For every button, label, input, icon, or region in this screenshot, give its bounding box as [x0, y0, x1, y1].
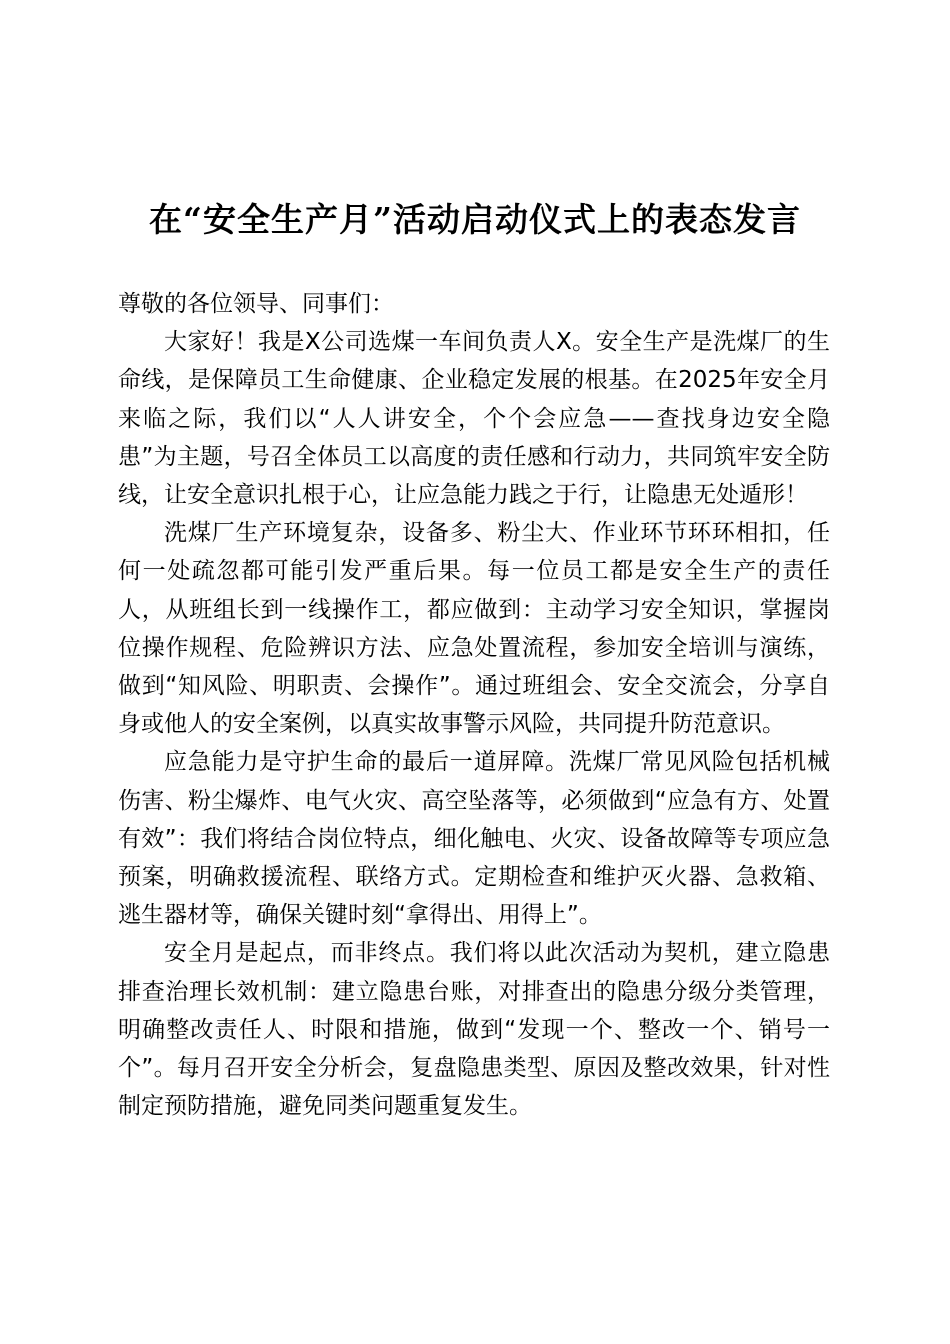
document-title: 在“安全生产月”活动启动仪式上的表态发言 — [149, 200, 801, 239]
paragraph-emergency: 应急能力是守护生命的最后一道屏障。洗煤厂常见风险包括机械伤害、粉尘爆炸、电气火灾、高空坠落等，必须做到“应急有方、处置有效”：我们将结合岗位特点，细化触电、火灾、设备故障等专项应急预案，明确救援流程、联络方式。定期检查和维护灭火器、急救箱、逃生器材等，确保关键时刻“拿得出、用得上”。 — [118, 749, 830, 929]
salutation: 尊敬的各位领导、同事们： — [118, 291, 394, 317]
paragraph-greeting: 大家好！我是X公司选煤一车间负责人X。安全生产是洗煤厂的生命线，是保障员工生命健康、企业稳定发展的根基。在2025年安全月来临之际，我们以“人人讲安全，个个会应急——查找身边安全隐患”为主题，号召全体员工以高度的责任感和行动力，共同筑牢安全防线，让安全意识扎根于心，让应急能力践之于行，让隐患无处遁形！ — [118, 329, 830, 509]
paragraph-mechanism: 安全月是起点，而非终点。我们将以此次活动为契机，建立隐患排查治理长效机制：建立隐患台账，对排查出的隐患分级分类管理，明确整改责任人、时限和措施，做到“发现一个、整改一个、销号一个”。每月召开安全分析会，复盘隐患类型、原因及整改效果，针对性制定预防措施，避免同类问题重复发生。 — [118, 940, 830, 1120]
document-body — [118, 285, 830, 1125]
paragraph-responsibility: 洗煤厂生产环境复杂，设备多、粉尘大、作业环节环环相扣，任何一处疏忽都可能引发严重后果。每一位员工都是安全生产的责任人，从班组长到一线操作工，都应做到：主动学习安全知识，掌握岗位操作规程、危险辨识方法、应急处置流程，参加安全培训与演练，做到“知风险、明职责、会操作”。通过班组会、安全交流会，分享自身或他人的安全案例，以真实故事警示风险，共同提升防范意识。 — [118, 520, 830, 738]
